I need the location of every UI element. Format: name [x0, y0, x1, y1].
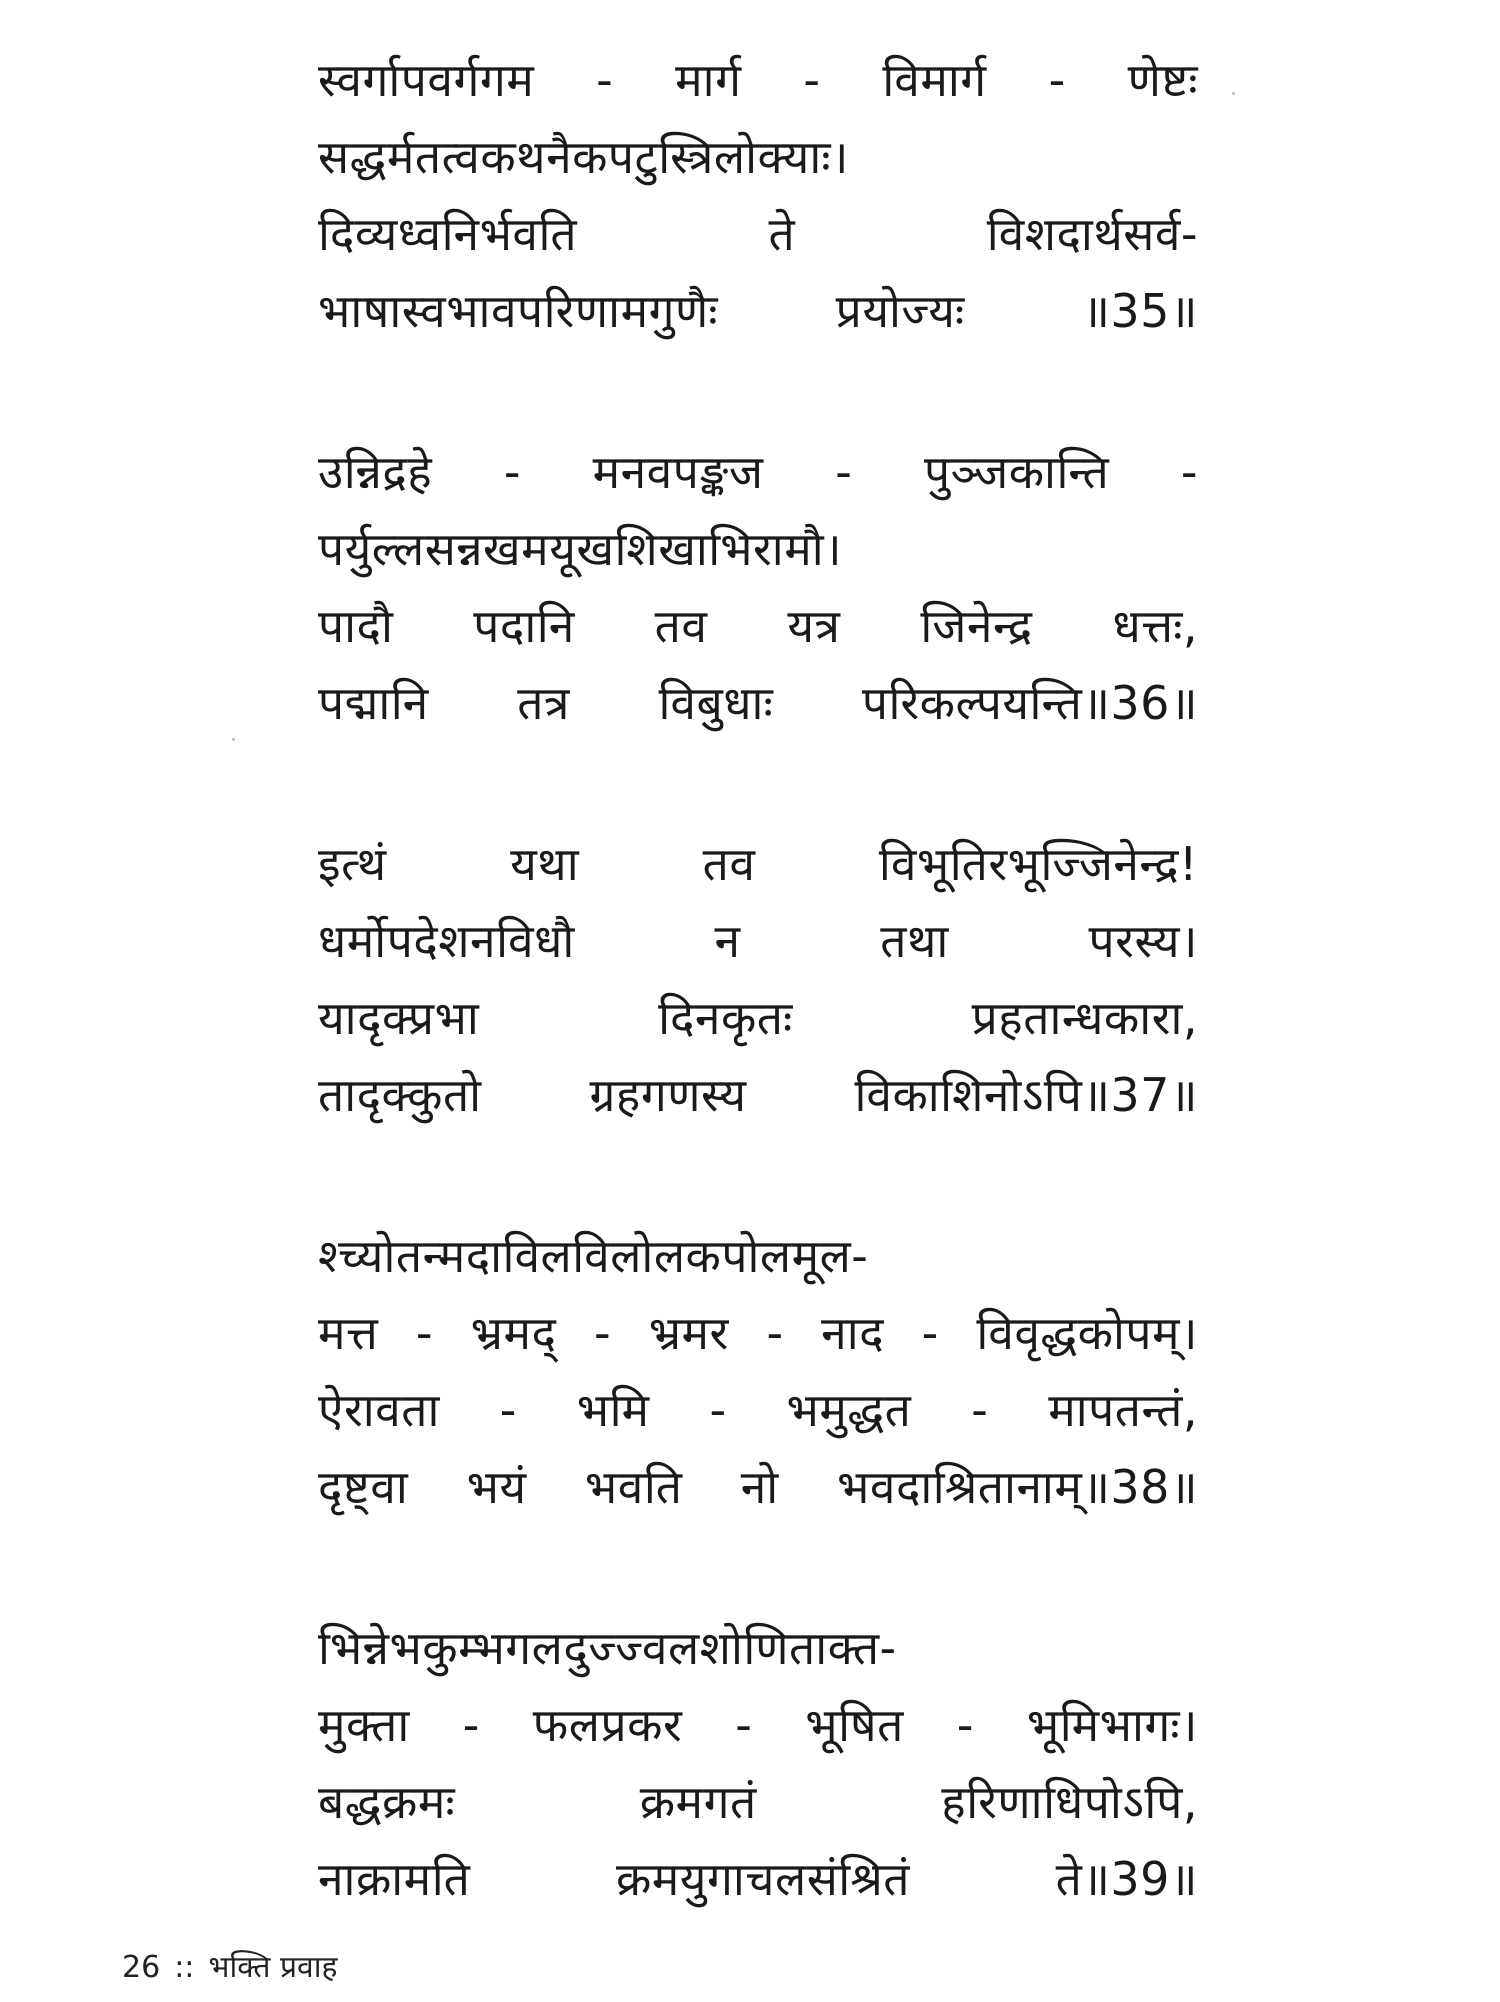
scan-speck [232, 738, 235, 741]
verse-line: सद्धर्मतत्वकथनैकपटुस्त्रिलोक्याः। [318, 130, 849, 184]
verse-line: तादृक्कुतो ग्रहगणस्य विकाशिनोऽपि॥37॥ [318, 1068, 1198, 1122]
verse-line: मत्त - भ्रमद् - भ्रमर - नाद - विवृद्धकोपम्। [318, 1306, 1198, 1360]
verse-line: नाक्रामति क्रमयुगाचलसंश्रितं ते॥39॥ [318, 1852, 1198, 1906]
verse-line: भिन्नेभकुम्भगलदुज्ज्वलशोणिताक्त- [318, 1621, 897, 1675]
verse-line: ऐरावता - भमि - भमुद्धत - मापतन्तं, [318, 1383, 1198, 1437]
verse-line: बद्धक्रमः क्रमगतं हरिणाधिपोऽपि, [318, 1775, 1198, 1829]
stanza-35 [318, 42, 1198, 350]
scan-speck [1232, 92, 1235, 95]
stanza-38 [318, 1218, 1198, 1526]
verse-line: पर्युल्लसन्नखमयूखशिखाभिरामौ। [318, 522, 843, 576]
verse-line: यादृक्प्रभा दिनकृतः प्रहतान्धकारा, [318, 991, 1198, 1045]
verse-line: दिव्यध्वनिर्भवति ते विशदार्थसर्व- [318, 207, 1198, 261]
verse-line: भाषास्वभावपरिणामगुणैः प्रयोज्यः ॥35॥ [318, 284, 1198, 338]
verse-line: धर्मोपदेशनविधौ न तथा परस्य। [318, 914, 1198, 968]
page-number: 26 [122, 1950, 161, 1985]
verse-line: दृष्ट्वा भयं भवति नो भवदाश्रितानाम्॥38॥ [318, 1460, 1198, 1514]
verse-line: पादौ पदानि तव यत्र जिनेन्द्र धत्तः, [318, 599, 1198, 653]
page-footer [122, 1948, 337, 1988]
verse-line: श्च्योतन्मदाविलविलोलकपोलमूल- [318, 1229, 869, 1283]
stanza-36 [318, 434, 1198, 742]
footer-separator: :: [174, 1950, 195, 1985]
stanza-37 [318, 826, 1198, 1134]
verse-line: उन्निद्रहे - मनवपङ्कज - पुञ्जकान्ति - [318, 445, 1198, 499]
book-title: भक्ति प्रवाह [208, 1950, 338, 1985]
verse-line: स्वर्गापवर्गगम - मार्ग - विमार्ग - णेष्टः [318, 53, 1198, 107]
verse-block [318, 42, 1198, 2002]
stanza-39 [318, 1610, 1198, 1918]
verse-line: पद्मानि तत्र विबुधाः परिकल्पयन्ति॥36॥ [318, 676, 1198, 730]
verse-line: मुक्ता - फलप्रकर - भूषित - भूमिभागः। [318, 1698, 1198, 1752]
verse-line: इत्थं यथा तव विभूतिरभूज्जिनेन्द्र! [318, 837, 1198, 891]
